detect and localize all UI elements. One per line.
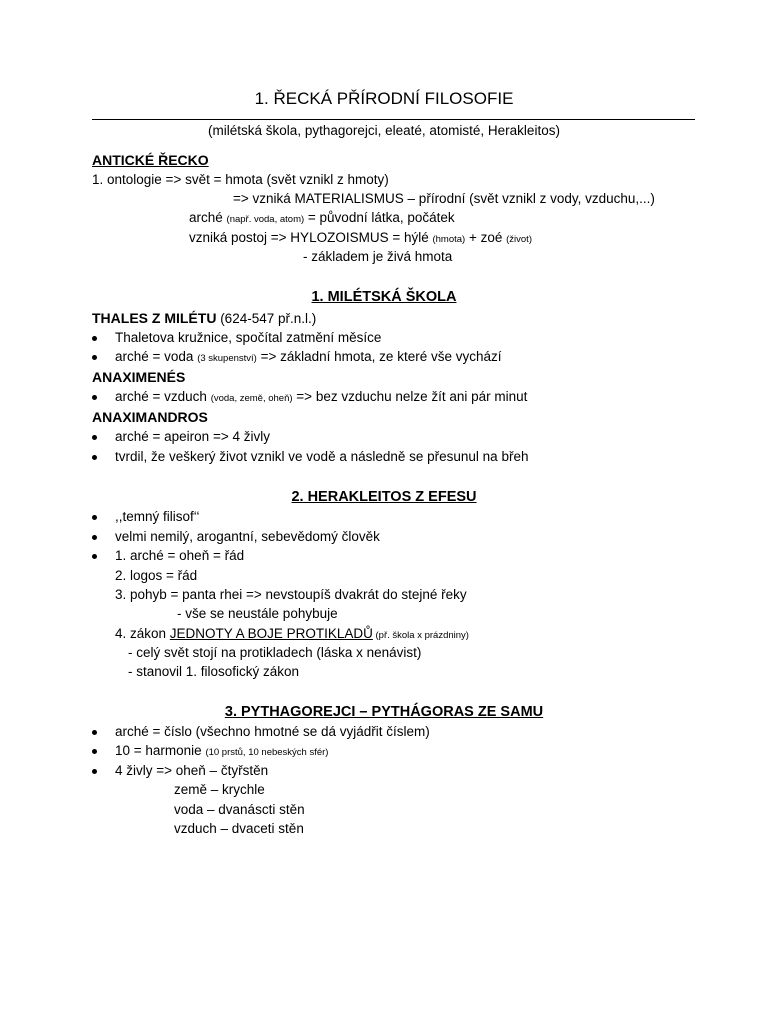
bullet-icon — [92, 730, 97, 735]
bullet-icon — [92, 769, 97, 774]
anaximenes-item-1-note: (voda, země, oheň) — [210, 393, 293, 404]
herakleitos-item-7-underlined: JEDNOTY A BOJE PROTIKLADŮ — [169, 626, 373, 641]
antika-line-4-note: (hmota) — [432, 234, 466, 245]
antika-line-3 — [189, 209, 455, 229]
herakleitos-item-6: - vše se neustále pohybuje — [177, 606, 338, 621]
pythagorejci-item-1: arché = číslo (všechno hmotné se dá vyjádřit číslem) — [115, 724, 430, 739]
miletska-heading: 1. MILÉTSKÁ ŠKOLA — [311, 289, 457, 305]
antika-line-3-text-b: = původní látka, počátek — [304, 210, 455, 225]
herakleitos-heading: 2. HERAKLEITOS Z EFESU — [291, 489, 477, 505]
pythagorejci-item-5: voda – dvanáscti stěn — [174, 802, 305, 817]
herakleitos-item-7 — [115, 625, 469, 645]
herakleitos-item-7-text: 4. zákon — [115, 626, 170, 641]
herakleitos-item-8: - celý svět stojí na protikladech (láska x nenávist) — [128, 645, 422, 660]
bullet-icon — [92, 535, 97, 540]
bullet-icon — [92, 395, 97, 400]
thales-name: THALES Z MILÉTU — [92, 310, 217, 326]
thales-item-2 — [115, 348, 501, 368]
anaximandros-item-1: arché = apeiron => 4 živly — [115, 429, 270, 444]
title-divider — [92, 119, 695, 120]
pythagorejci-item-4: země – krychle — [174, 782, 265, 797]
page-subtitle: (milétská škola, pythagorejci, eleaté, atomisté, Herakleitos) — [208, 123, 560, 138]
herakleitos-item-3: 1. arché = oheň = řád — [115, 548, 245, 563]
herakleitos-item-1: ,,temný filisof‘‘ — [115, 509, 200, 524]
antika-line-5: - základem je živá hmota — [303, 249, 453, 264]
herakleitos-item-9: - stanovil 1. filosofický zákon — [128, 664, 300, 679]
thales-item-2-text-b: => základní hmota, ze které vše vychází — [256, 349, 502, 364]
anaximenes-heading: ANAXIMENÉS — [92, 369, 186, 385]
bullet-icon — [92, 515, 97, 520]
pythagorejci-heading: 3. PYTHAGOREJCI – PYTHÁGORAS ZE SAMU — [224, 704, 544, 720]
bullet-icon — [92, 336, 97, 341]
anaximenes-item-1 — [115, 388, 527, 408]
pythagorejci-item-2-note: (10 prstů, 10 nebeských sfér) — [205, 747, 329, 758]
anaximandros-heading: ANAXIMANDROS — [92, 409, 208, 425]
thales-item-2-note: (3 skupenství) — [197, 353, 257, 364]
pythagorejci-item-2-text: 10 = harmonie — [115, 743, 206, 758]
herakleitos-item-5: 3. pohyb = panta rhei => nevstoupíš dvakrát do stejné řeky — [115, 587, 467, 602]
pythagorejci-item-2 — [115, 742, 328, 762]
thales-item-2-text: arché = voda — [115, 349, 198, 364]
herakleitos-item-4: 2. logos = řád — [115, 568, 198, 583]
antika-line-1: 1. ontologie => svět = hmota (svět vznikl z hmoty) — [92, 172, 389, 187]
antika-line-2: => vzniká MATERIALISMUS – přírodní (svět vznikl z vody, vzduchu,...) — [233, 191, 655, 206]
anaximandros-item-2: tvrdil, že veškerý život vznikl ve vodě a následně se přesunul na břeh — [115, 449, 529, 464]
anaximenes-item-1-text-b: => bez vzduchu nelze žít ani pár minut — [292, 389, 528, 404]
bullet-icon — [92, 749, 97, 754]
antika-line-4-text-b: + zoé — [465, 230, 507, 245]
thales-dates: (624-547 př.n.l.) — [216, 311, 317, 326]
bullet-icon — [92, 554, 97, 559]
antika-line-4-note-b: (život) — [506, 234, 532, 245]
antika-line-3-note: (např. voda, atom) — [226, 214, 305, 225]
antika-line-4-text: vzniká postoj => HYLOZOISMUS = hýlé — [189, 230, 433, 245]
pythagorejci-item-6: vzduch – dvaceti stěn — [174, 821, 304, 836]
page-title: 1. ŘECKÁ PŘÍRODNÍ FILOSOFIE — [254, 89, 514, 108]
thales-item-1: Thaletova kružnice, spočítal zatmění měsíce — [115, 330, 382, 345]
antika-line-4 — [189, 229, 532, 249]
pythagorejci-item-3: 4 živly => oheň – čtyřstěn — [115, 763, 269, 778]
anaximenes-item-1-text: arché = vzduch — [115, 389, 211, 404]
bullet-icon — [92, 435, 97, 440]
antika-heading: ANTICKÉ ŘECKO — [92, 152, 209, 168]
bullet-icon — [92, 455, 97, 460]
antika-line-3-text: arché — [189, 210, 227, 225]
thales-heading — [92, 309, 316, 328]
herakleitos-item-2: velmi nemilý, arogantní, sebevědomý člověk — [115, 529, 380, 544]
bullet-icon — [92, 355, 97, 360]
herakleitos-item-7-note: (př. škola x prázdniny) — [372, 630, 469, 641]
